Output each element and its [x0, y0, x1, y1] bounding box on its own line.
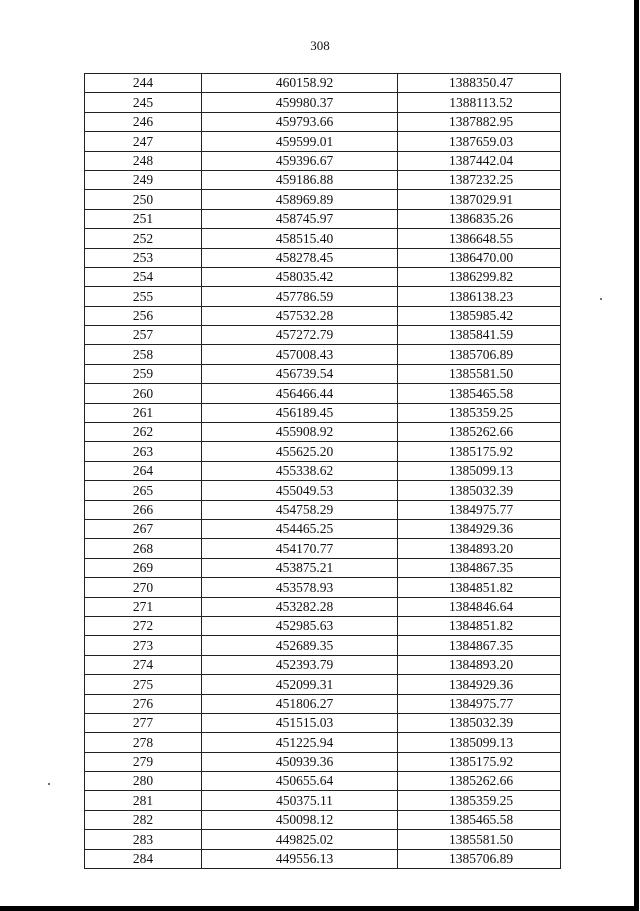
y-coordinate-cell: 1384851.82	[398, 578, 561, 597]
table-row	[85, 481, 561, 500]
point-number-cell: 265	[85, 481, 202, 500]
x-coordinate-cell: 456739.54	[202, 364, 398, 383]
y-coordinate-cell: 1385465.58	[398, 810, 561, 829]
y-coordinate-cell: 1385099.13	[398, 733, 561, 752]
table-row	[85, 500, 561, 519]
y-coordinate-cell: 1387232.25	[398, 170, 561, 189]
x-coordinate-cell: 451225.94	[202, 733, 398, 752]
point-number-cell: 267	[85, 519, 202, 538]
point-number-cell: 282	[85, 810, 202, 829]
table-row	[85, 151, 561, 170]
table-row	[85, 713, 561, 732]
table-row	[85, 830, 561, 849]
y-coordinate-cell: 1385706.89	[398, 849, 561, 868]
y-coordinate-cell: 1385175.92	[398, 442, 561, 461]
x-coordinate-cell: 457272.79	[202, 326, 398, 345]
x-coordinate-cell: 453282.28	[202, 597, 398, 616]
y-coordinate-cell: 1384851.82	[398, 616, 561, 635]
table-row	[85, 849, 561, 868]
table-row	[85, 364, 561, 383]
scan-speck	[48, 783, 50, 785]
table-row	[85, 190, 561, 209]
point-number-cell: 270	[85, 578, 202, 597]
point-number-cell: 246	[85, 112, 202, 131]
y-coordinate-cell: 1385099.13	[398, 461, 561, 480]
x-coordinate-cell: 456189.45	[202, 403, 398, 422]
y-coordinate-cell: 1385359.25	[398, 791, 561, 810]
x-coordinate-cell: 454170.77	[202, 539, 398, 558]
coordinate-table	[84, 73, 561, 869]
table-row	[85, 539, 561, 558]
y-coordinate-cell: 1388350.47	[398, 74, 561, 93]
x-coordinate-cell: 450098.12	[202, 810, 398, 829]
table-row	[85, 132, 561, 151]
y-coordinate-cell: 1384929.36	[398, 519, 561, 538]
point-number-cell: 283	[85, 830, 202, 849]
x-coordinate-cell: 453875.21	[202, 558, 398, 577]
point-number-cell: 279	[85, 752, 202, 771]
y-coordinate-cell: 1384975.77	[398, 500, 561, 519]
table-row	[85, 597, 561, 616]
y-coordinate-cell: 1387882.95	[398, 112, 561, 131]
table-row	[85, 287, 561, 306]
y-coordinate-cell: 1386138.23	[398, 287, 561, 306]
x-coordinate-cell: 457532.28	[202, 306, 398, 325]
x-coordinate-cell: 454465.25	[202, 519, 398, 538]
x-coordinate-cell: 457008.43	[202, 345, 398, 364]
y-coordinate-cell: 1384846.64	[398, 597, 561, 616]
point-number-cell: 274	[85, 655, 202, 674]
table-row	[85, 578, 561, 597]
point-number-cell: 280	[85, 772, 202, 791]
table-row	[85, 384, 561, 403]
point-number-cell: 266	[85, 500, 202, 519]
table-row	[85, 733, 561, 752]
point-number-cell: 273	[85, 636, 202, 655]
x-coordinate-cell: 459186.88	[202, 170, 398, 189]
x-coordinate-cell: 458969.89	[202, 190, 398, 209]
point-number-cell: 271	[85, 597, 202, 616]
table-row	[85, 442, 561, 461]
point-number-cell: 277	[85, 713, 202, 732]
y-coordinate-cell: 1385706.89	[398, 345, 561, 364]
x-coordinate-cell: 456466.44	[202, 384, 398, 403]
y-coordinate-cell: 1384929.36	[398, 675, 561, 694]
y-coordinate-cell: 1386470.00	[398, 248, 561, 267]
y-coordinate-cell: 1387442.04	[398, 151, 561, 170]
table-row	[85, 209, 561, 228]
point-number-cell: 245	[85, 93, 202, 112]
point-number-cell: 257	[85, 326, 202, 345]
table-row	[85, 636, 561, 655]
x-coordinate-cell: 458035.42	[202, 267, 398, 286]
x-coordinate-cell: 459980.37	[202, 93, 398, 112]
y-coordinate-cell: 1385262.66	[398, 423, 561, 442]
x-coordinate-cell: 452985.63	[202, 616, 398, 635]
y-coordinate-cell: 1386648.55	[398, 229, 561, 248]
table-row	[85, 616, 561, 635]
point-number-cell: 259	[85, 364, 202, 383]
table-row	[85, 112, 561, 131]
table-row	[85, 752, 561, 771]
x-coordinate-cell: 452689.35	[202, 636, 398, 655]
y-coordinate-cell: 1385581.50	[398, 830, 561, 849]
point-number-cell: 272	[85, 616, 202, 635]
x-coordinate-cell: 452099.31	[202, 675, 398, 694]
table-row	[85, 791, 561, 810]
point-number-cell: 269	[85, 558, 202, 577]
point-number-cell: 251	[85, 209, 202, 228]
page-number: 308	[310, 38, 330, 53]
y-coordinate-cell: 1385841.59	[398, 326, 561, 345]
table-row	[85, 326, 561, 345]
y-coordinate-cell: 1384867.35	[398, 636, 561, 655]
y-coordinate-cell: 1385581.50	[398, 364, 561, 383]
x-coordinate-cell: 450655.64	[202, 772, 398, 791]
y-coordinate-cell: 1385175.92	[398, 752, 561, 771]
x-coordinate-cell: 458515.40	[202, 229, 398, 248]
table-row	[85, 558, 561, 577]
point-number-cell: 264	[85, 461, 202, 480]
x-coordinate-cell: 455625.20	[202, 442, 398, 461]
point-number-cell: 268	[85, 539, 202, 558]
y-coordinate-cell: 1388113.52	[398, 93, 561, 112]
y-coordinate-cell: 1385985.42	[398, 306, 561, 325]
x-coordinate-cell: 455908.92	[202, 423, 398, 442]
point-number-cell: 261	[85, 403, 202, 422]
x-coordinate-cell: 454758.29	[202, 500, 398, 519]
table-row	[85, 655, 561, 674]
x-coordinate-cell: 449825.02	[202, 830, 398, 849]
point-number-cell: 256	[85, 306, 202, 325]
x-coordinate-cell: 455338.62	[202, 461, 398, 480]
scan-speck	[600, 298, 602, 300]
point-number-cell: 263	[85, 442, 202, 461]
y-coordinate-cell: 1386299.82	[398, 267, 561, 286]
y-coordinate-cell: 1385465.58	[398, 384, 561, 403]
point-number-cell: 247	[85, 132, 202, 151]
table-row	[85, 423, 561, 442]
table-row	[85, 694, 561, 713]
point-number-cell: 276	[85, 694, 202, 713]
x-coordinate-cell: 449556.13	[202, 849, 398, 868]
x-coordinate-cell: 450939.36	[202, 752, 398, 771]
x-coordinate-cell: 451515.03	[202, 713, 398, 732]
table-row	[85, 461, 561, 480]
point-number-cell: 254	[85, 267, 202, 286]
y-coordinate-cell: 1387659.03	[398, 132, 561, 151]
x-coordinate-cell: 459599.01	[202, 132, 398, 151]
point-number-cell: 258	[85, 345, 202, 364]
table-row	[85, 810, 561, 829]
y-coordinate-cell: 1384867.35	[398, 558, 561, 577]
point-number-cell: 249	[85, 170, 202, 189]
table-row	[85, 403, 561, 422]
coordinate-table-body	[85, 74, 561, 869]
point-number-cell: 278	[85, 733, 202, 752]
x-coordinate-cell: 459396.67	[202, 151, 398, 170]
y-coordinate-cell: 1384975.77	[398, 694, 561, 713]
x-coordinate-cell: 460158.92	[202, 74, 398, 93]
table-row	[85, 93, 561, 112]
table-row	[85, 306, 561, 325]
x-coordinate-cell: 453578.93	[202, 578, 398, 597]
y-coordinate-cell: 1384893.20	[398, 539, 561, 558]
point-number-cell: 252	[85, 229, 202, 248]
y-coordinate-cell: 1385359.25	[398, 403, 561, 422]
table-row	[85, 74, 561, 93]
point-number-cell: 248	[85, 151, 202, 170]
table-row	[85, 170, 561, 189]
y-coordinate-cell: 1387029.91	[398, 190, 561, 209]
table-row	[85, 248, 561, 267]
point-number-cell: 244	[85, 74, 202, 93]
table-row	[85, 229, 561, 248]
table-row	[85, 345, 561, 364]
point-number-cell: 281	[85, 791, 202, 810]
point-number-cell: 262	[85, 423, 202, 442]
y-coordinate-cell: 1385032.39	[398, 713, 561, 732]
y-coordinate-cell: 1385262.66	[398, 772, 561, 791]
y-coordinate-cell: 1385032.39	[398, 481, 561, 500]
y-coordinate-cell: 1384893.20	[398, 655, 561, 674]
x-coordinate-cell: 451806.27	[202, 694, 398, 713]
table-row	[85, 675, 561, 694]
x-coordinate-cell: 452393.79	[202, 655, 398, 674]
x-coordinate-cell: 455049.53	[202, 481, 398, 500]
table-row	[85, 519, 561, 538]
point-number-cell: 250	[85, 190, 202, 209]
x-coordinate-cell: 458745.97	[202, 209, 398, 228]
table-row	[85, 267, 561, 286]
table-row	[85, 772, 561, 791]
point-number-cell: 275	[85, 675, 202, 694]
point-number-cell: 260	[85, 384, 202, 403]
point-number-cell: 284	[85, 849, 202, 868]
x-coordinate-cell: 457786.59	[202, 287, 398, 306]
x-coordinate-cell: 459793.66	[202, 112, 398, 131]
y-coordinate-cell: 1386835.26	[398, 209, 561, 228]
x-coordinate-cell: 458278.45	[202, 248, 398, 267]
point-number-cell: 255	[85, 287, 202, 306]
point-number-cell: 253	[85, 248, 202, 267]
x-coordinate-cell: 450375.11	[202, 791, 398, 810]
